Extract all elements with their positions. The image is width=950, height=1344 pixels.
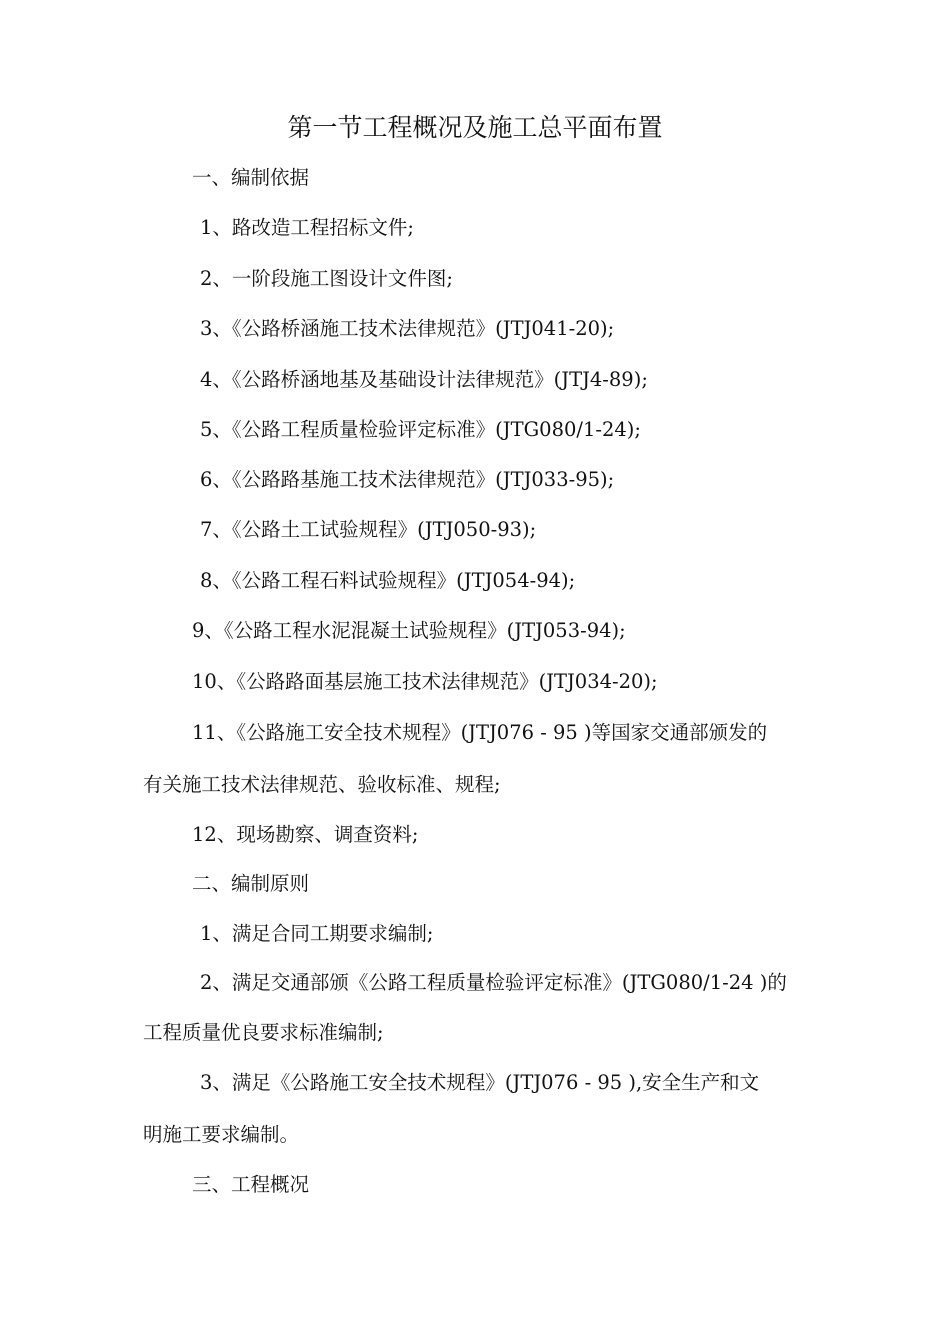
list-item: 6、《公路路基施工技术法律规范》(JTJ033-95); <box>200 468 615 491</box>
list-item: 3、满足《公路施工安全技术规程》(JTJ076 - 95 ),安全生产和文 <box>200 1071 760 1094</box>
list-item: 12、现场勘察、调查资料; <box>192 823 419 846</box>
list-item-continuation: 工程质量优良要求标准编制; <box>143 1021 384 1044</box>
list-item: 3、《公路桥涵施工技术法律规范》(JTJ041-20); <box>200 317 615 340</box>
list-item: 2、一阶段施工图设计文件图; <box>200 267 453 290</box>
section-heading: 三、工程概况 <box>192 1173 310 1196</box>
list-item-continuation: 明施工要求编制。 <box>143 1123 300 1146</box>
section-heading: 二、编制原则 <box>192 872 310 895</box>
list-item: 8、《公路工程石料试验规程》(JTJ054-94); <box>200 569 576 592</box>
list-item: 7、《公路土工试验规程》(JTJ050-93); <box>200 518 537 541</box>
list-item-continuation: 有关施工技术法律规范、验收标准、规程; <box>143 773 501 796</box>
list-item: 10、《公路路面基层施工技术法律规范》(JTJ034-20); <box>192 670 658 693</box>
section-heading: 一、编制依据 <box>192 166 310 189</box>
list-item: 5、《公路工程质量检验评定标准》(JTG080/1-24); <box>200 418 641 441</box>
list-item: 2、满足交通部颁《公路工程质量检验评定标准》(JTG080/1-24 )的 <box>200 971 787 994</box>
list-item: 1、满足合同工期要求编制; <box>200 922 434 945</box>
list-item: 11、《公路施工安全技术规程》(JTJ076 - 95 )等国家交通部颁发的 <box>192 721 768 744</box>
page-title: 第一节工程概况及施工总平面布置 <box>287 113 663 142</box>
list-item: 4、《公路桥涵地基及基础设计法律规范》(JTJ4-89); <box>200 368 648 391</box>
list-item: 9、《公路工程水泥混凝土试验规程》(JTJ053-94); <box>192 619 626 642</box>
list-item: 1、路改造工程招标文件; <box>200 216 414 239</box>
